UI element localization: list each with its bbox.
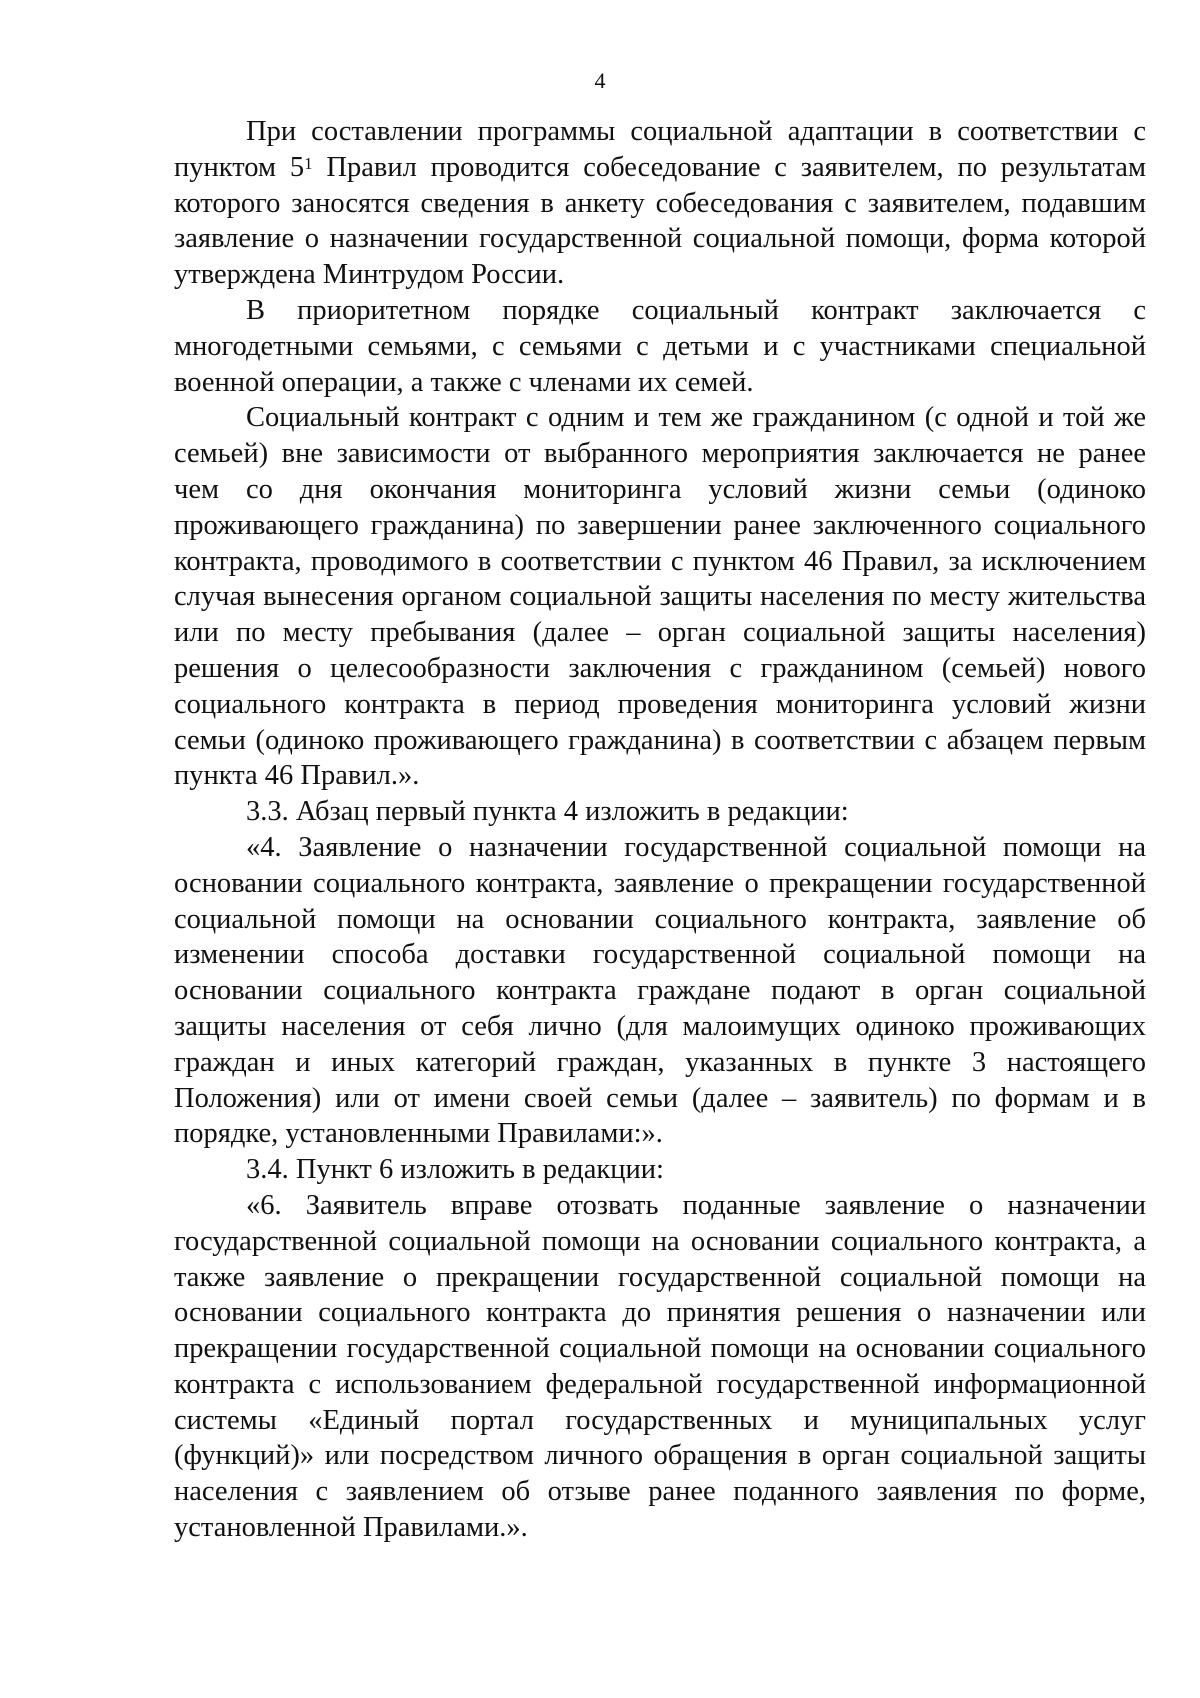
paragraph-text: Правил проводится собеседование с заявителем, по результатам которого заносятся сведения в анкету собеседования с заявителем, подавшим заявление о назначении государственной социальной помощи, форма которой утверждена Минтрудом России. xyxy=(174,151,1146,291)
amendment-heading-3-4: 3.4. Пункт 6 изложить в редакции: xyxy=(246,1154,664,1186)
document-body xyxy=(174,114,1146,1546)
superscript-index: 1 xyxy=(304,153,313,173)
page-number: 4 xyxy=(594,68,606,93)
paragraph-repeat-contract: Социальный контракт с одним и тем же гражданином (с одной и той же семьей) вне зависимости от выбранного мероприятия заключается не ранее чем со дня окончания мониторинга условий жизни семьи (одиноко проживающего гражданина) по завершении ранее заключенного социального контракта, проводимого в соответствии с пунктом 46 Правил, за исключением случая вынесения органом социальной защиты населения по месту жительства или по месту пребывания (далее – орган социальной защиты населения) решения о целесообразности заключения с гражданином (семьей) нового социального контракта в период проведения мониторинга условий жизни семьи (одиноко проживающего гражданина) в соответствии с абзацем первым пункта 46 Правил.». xyxy=(174,402,1146,792)
paragraph-item-6: «6. Заявитель вправе отозвать поданные заявление о назначении государственной социальной помощи на основании социального контракта, а также заявление о прекращении государственной социальной помощи на основании социального контракта до принятия решения о назначении или прекращении государственной социальной помощи на основании социального контракта с использованием федеральной государственной информационной системы «Единый портал государственных и муниципальных услуг (функций)» или посредством личного обращения в орган социальной защиты населения с заявлением об отзыве ранее поданного заявления по форме, установленной Правилами.». xyxy=(174,1189,1146,1544)
paragraph-text: При составлении программы социальной адаптации в соответствии с пунктом 5 xyxy=(174,116,1146,183)
paragraph-social-adaptation-program xyxy=(174,114,1146,293)
paragraph-item-4: «4. Заявление о назначении государственной социальной помощи на основании социального контракта, заявление о прекращении государственной социальной помощи на основании социального контракта, заявление об изменении способа доставки государственной социальной помощи на основании социального контракта граждане подают в орган социальной защиты населения от себя лично (для малоимущих одиноко проживающих граждан и иных категорий граждан, указанных в пункте 3 настоящего Положения) или от имени своей семьи (далее – заявитель) по формам и в порядке, установленными Правилами:». xyxy=(174,831,1146,1150)
amendment-heading-3-3: 3.3. Абзац первый пункта 4 изложить в редакции: xyxy=(246,796,849,828)
paragraph-priority-order: В приоритетном порядке социальный контракт заключается с многодетными семьями, с семьями с детьми и с участниками специальной военной операции, а также с членами их семей. xyxy=(174,294,1146,398)
